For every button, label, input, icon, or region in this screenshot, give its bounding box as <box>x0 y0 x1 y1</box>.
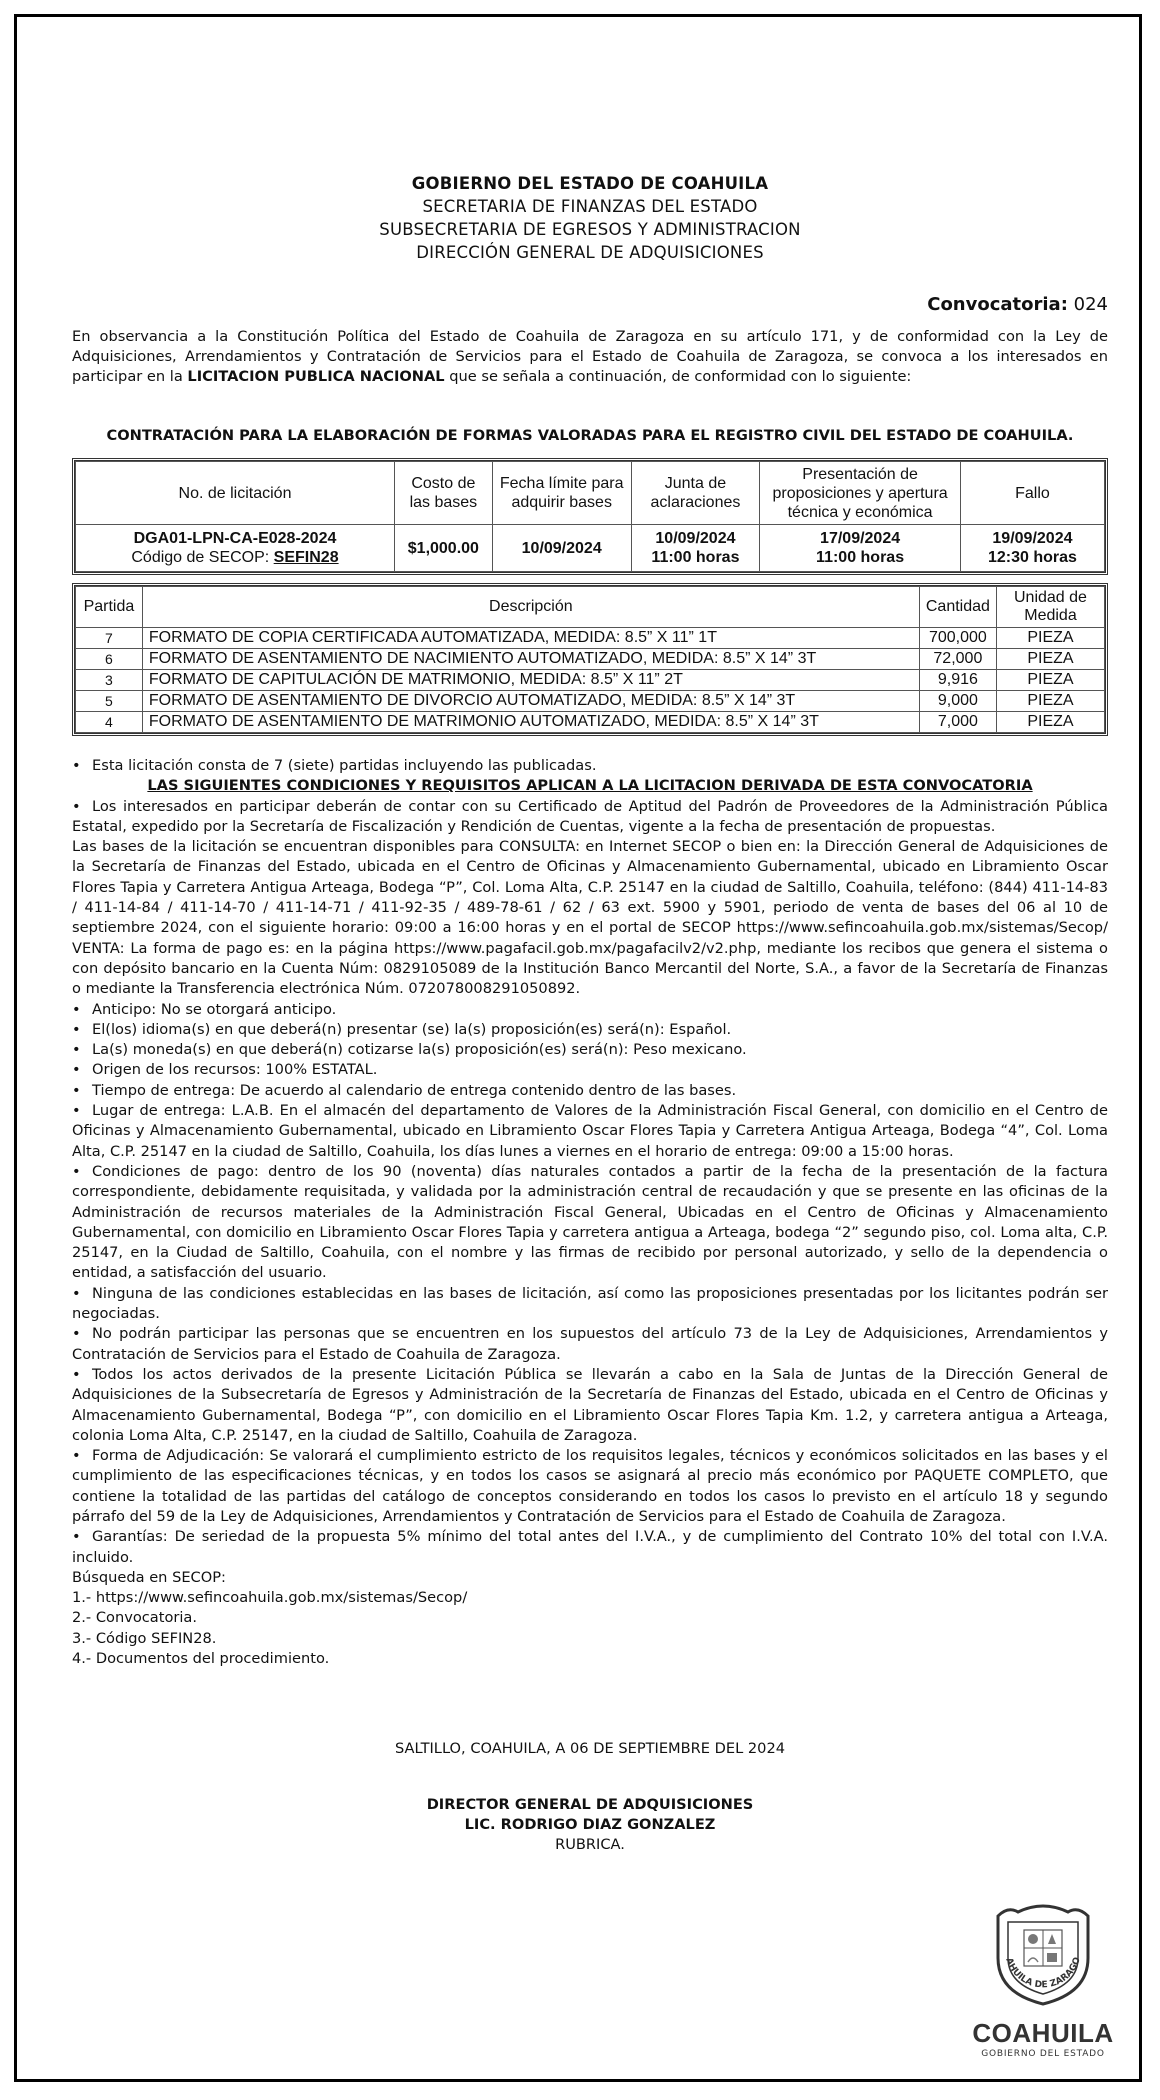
convocatoria-label: Convocatoria: <box>927 294 1068 315</box>
cell-unidad: PIEZA <box>996 691 1104 712</box>
cell-numero <box>76 525 395 572</box>
table-row <box>76 628 1105 649</box>
header-subsecretaria: SUBSECRETARIA DE EGRESOS Y ADMINISTRACION <box>379 220 801 239</box>
cell-partida: 5 <box>76 691 143 712</box>
presentacion-date: 17/09/2024 <box>820 530 901 547</box>
cell-partida: 6 <box>76 649 143 670</box>
presentacion-time: 11:00 horas <box>816 549 905 566</box>
signature-block <box>72 1795 1108 1855</box>
condition-item: • No podrán participar las personas que se encuentren en los supuestos del artículo 73 de la Ley de Adquisiciones, Arrendamientos y Contratación de Servicios para el Estado de Coahuila de Zaragoza. <box>72 1324 1108 1365</box>
document-header <box>72 172 1108 264</box>
signer-name: LIC. RODRIGO DIAZ GONZALEZ <box>464 1816 716 1834</box>
cell-partida: 3 <box>76 670 143 691</box>
condition-item: • La(s) moneda(s) en que deberá(n) cotizarse la(s) proposición(es) será(n): Peso mexicano. <box>72 1040 1108 1060</box>
col-header-fecha-limite: Fecha límite para adquirir bases <box>492 462 631 525</box>
cell-costo: $1,000.00 <box>394 525 492 572</box>
document-content <box>72 172 1108 1855</box>
cell-descripcion: FORMATO DE ASENTAMIENTO DE NACIMIENTO AUTOMATIZADO, MEDIDA: 8.5” X 14” 3T <box>142 649 919 670</box>
partidas-note: • Esta licitación consta de 7 (siete) partidas incluyendo las publicadas. <box>72 756 1108 776</box>
cell-fallo <box>960 525 1104 572</box>
col-header-junta: Junta de aclaraciones <box>631 462 760 525</box>
intro-text-after: que se señala a continuación, de conformidad con lo siguiente: <box>444 368 912 385</box>
condition-item: • Origen de los recursos: 100% ESTATAL. <box>72 1060 1108 1080</box>
header-direccion: DIRECCIÓN GENERAL DE ADQUISICIONES <box>416 243 764 262</box>
cell-unidad: PIEZA <box>996 649 1104 670</box>
convocatoria-value: 024 <box>1073 294 1108 315</box>
condition-item: • Lugar de entrega: L.A.B. En el almacén del departamento de Valores de la Administración Fiscal General, con domicilio en el Centro de Oficinas y Almacenamiento Gubernamental, ubicado en Libramiento Oscar Flores Tapia y Carretera Antigua Arteaga, Bodega “4”, Col. Loma Alta, C.P. 25147 en la ciudad de Saltillo, Coahuila, los días lunes a viernes en el horario de entrega: 09:00 a 15:00 horas. <box>72 1101 1108 1162</box>
table-row <box>76 691 1105 712</box>
condition-item: • Ninguna de las condiciones establecidas en las bases de licitación, así como las proposiciones presentadas por los licitantes podrán ser negociadas. <box>72 1284 1108 1325</box>
header-secretaria: SECRETARIA DE FINANZAS DEL ESTADO <box>422 197 758 216</box>
junta-time: 11:00 horas <box>651 549 740 566</box>
col-header-cantidad: Cantidad <box>919 587 996 628</box>
rubrica: RUBRICA. <box>555 1836 625 1854</box>
cell-cantidad: 9,916 <box>919 670 996 691</box>
cell-unidad: PIEZA <box>996 712 1104 733</box>
cell-cantidad: 7,000 <box>919 712 996 733</box>
cell-presentacion <box>760 525 961 572</box>
intro-licitacion-type: LICITACION PUBLICA NACIONAL <box>187 368 445 385</box>
condition-item: • Los interesados en participar deberán de contar con su Certificado de Aptitud del Padrón de Proveedores de la Administración Pública Estatal, expedido por la Secretaría de Fiscalización y Rendición de Cuentas, vigente a la fecha de presentación de propuestas. <box>72 797 1108 838</box>
convocatoria-number <box>72 294 1108 315</box>
cell-unidad: PIEZA <box>996 628 1104 649</box>
cell-unidad: PIEZA <box>996 670 1104 691</box>
cell-descripcion: FORMATO DE COPIA CERTIFICADA AUTOMATIZADA, MEDIDA: 8.5” X 11” 1T <box>142 628 919 649</box>
table-row <box>76 525 1105 572</box>
col-header-fallo: Fallo <box>960 462 1104 525</box>
place-date: SALTILLO, COAHUILA, A 06 DE SEPTIEMBRE DEL 2024 <box>394 1740 786 1758</box>
condition-item: • Todos los actos derivados de la presente Licitación Pública se llevarán a cabo en la Sala de Juntas de la Dirección General de Adquisiciones de la Subsecretaría de Egresos y Administración de la Secretaría de Finanzas del Estado, ubicada en el Centro de Oficinas y Almacenamiento Gubernamental, Bodega “P”, con domicilio en el Libramiento Oscar Flores Tapia Km. 1.2, y carretera antigua a Arteaga, colonia Loma Alta, C.P. 25147, en la ciudad de Saltillo, Coahuila de Zaragoza. <box>72 1365 1108 1446</box>
cell-fecha-limite: 10/09/2024 <box>492 525 631 572</box>
col-header-partida: Partida <box>76 587 143 628</box>
licitacion-table <box>72 458 1108 575</box>
logo-wordmark: COAHUILA <box>972 2018 1114 2048</box>
secop-step: 4.- Documentos del procedimiento. <box>72 1650 330 1668</box>
col-header-costo: Costo de las bases <box>394 462 492 525</box>
intro-paragraph <box>72 327 1108 387</box>
coat-of-arms-icon <box>988 1898 1098 2008</box>
cell-partida: 7 <box>76 628 143 649</box>
condition-item: • El(los) idioma(s) en que deberá(n) presentar (se) la(s) proposición(es) será(n): Español. <box>72 1020 1108 1040</box>
condition-paragraph: Las bases de la licitación se encuentran disponibles para CONSULTA: en Internet SECOP o bien en: la Dirección General de Adquisiciones de la Secretaría de Finanzas del Estado, ubicada en el Centro de Oficinas y Almacenamiento Gubernamental, ubicado en Libramiento Oscar Flores Tapia y Carretera Antigua Arteaga, Bodega “P”, Col. Loma Alta, C.P. 25147 en la ciudad de Saltillo, Coahuila, teléfono: (844) 411-14-83 / 411-14-84 / 411-14-70 / 411-14-71 / 411-92-35 / 489-78-61 / 62 / 63 ext. 5900 y 5901, periodo de venta de bases del 06 al 10 de septiembre 2024, con el siguiente horario: 09:00 a 16:00 horas y en el portal de SECOP https://www.sefincoahuila.gob.mx/sistemas/Secop/ VENTA: La forma de pago es: en la página https://www.pagafacil.gob.mx/pagafacilv2/v2.php, mediante los recibos que genera el sistema o con depósito bancario en la Cuenta Núm: 0829105089 de la Institución Banco Mercantil del Norte, S.A., a favor de la Secretaría de Finanzas o mediante la Transferencia electrónica Núm. 072078008291050892. <box>72 838 1108 998</box>
table-row <box>76 712 1105 733</box>
coahuila-logo <box>970 1898 1116 2058</box>
secop-step: 1.- https://www.sefincoahuila.gob.mx/sistemas/Secop/ <box>72 1589 468 1607</box>
cell-junta <box>631 525 760 572</box>
signer-title: DIRECTOR GENERAL DE ADQUISICIONES <box>426 1796 754 1814</box>
cell-cantidad: 72,000 <box>919 649 996 670</box>
cell-cantidad: 9,000 <box>919 691 996 712</box>
condition-item: • Condiciones de pago: dentro de los 90 (noventa) días naturales contados a partir de la fecha de la presentación de la factura correspondiente, debidamente requisitada, y validada por la administración central de recaudación y que se presente en las oficinas de la Administración de recursos materiales de la Administración Fiscal General, Ubicadas en el Centro de Oficinas y Almacenamiento Gubernamental, con domicilio en Libramiento Oscar Flores Tapia y carretera antigua a Arteaga, bodega “2” segundo piso, col. Loma alta, C.P. 25147, en la Ciudad de Saltillo, Coahuila, con el nombre y las firmas de recibido por personal autorizado, y sello de la dependencia o entidad, a satisfacción del usuario. <box>72 1162 1108 1284</box>
condition-item: • Forma de Adjudicación: Se valorará el cumplimiento estricto de los requisitos legales, técnicos y económicos solicitados en las bases y el cumplimiento de las especificaciones técnicas, y en todos los casos se asignará al precio más económico por PAQUETE COMPLETO, que contiene la totalidad de las partidas del catálogo de conceptos considerando en todos los casos lo previsto en el artículo 18 y segundo párrafo del 59 de la Ley de Adquisiciones, Arrendamientos y Contratación de Servicios para el Estado de Coahuila de Zaragoza. <box>72 1446 1108 1527</box>
logo-subtitle: GOBIERNO DEL ESTADO <box>981 2049 1105 2059</box>
cell-descripcion: FORMATO DE ASENTAMIENTO DE DIVORCIO AUTOMATIZADO, MEDIDA: 8.5” X 14” 3T <box>142 691 919 712</box>
col-header-numero: No. de licitación <box>76 462 395 525</box>
junta-date: 10/09/2024 <box>655 530 736 547</box>
fallo-date: 19/09/2024 <box>992 530 1073 547</box>
fallo-time: 12:30 horas <box>987 549 1077 566</box>
table-row <box>76 649 1105 670</box>
condition-item: • Anticipo: No se otorgará anticipo. <box>72 1000 1108 1020</box>
partidas-table <box>72 583 1108 736</box>
cell-descripcion: FORMATO DE CAPITULACIÓN DE MATRIMONIO, MEDIDA: 8.5” X 11” 2T <box>142 670 919 691</box>
table-row <box>76 670 1105 691</box>
col-header-presentacion: Presentación de proposiciones y apertura técnica y económica <box>760 462 961 525</box>
secop-code-label: Código de SECOP: <box>131 549 274 566</box>
conditions-title: LAS SIGUIENTES CONDICIONES Y REQUISITOS APLICAN A LA LICITACION DERIVADA DE ESTA CONVOCATORIA <box>147 777 1033 795</box>
footer <box>72 1739 1108 1855</box>
secop-search-title: Búsqueda en SECOP: <box>72 1568 226 1586</box>
conditions-body <box>72 756 1108 1669</box>
condition-item: • Garantías: De seriedad de la propuesta 5% mínimo del total antes del I.V.A., y de cumplimiento del Contrato 10% del total con I.V.A. incluido. <box>72 1527 1108 1568</box>
licitacion-number: DGA01-LPN-CA-E028-2024 <box>133 530 337 547</box>
condition-item: • Tiempo de entrega: De acuerdo al calendario de entrega contenido dentro de las bases. <box>72 1081 1108 1101</box>
secop-step: 3.- Código SEFIN28. <box>72 1629 217 1647</box>
cell-cantidad: 700,000 <box>919 628 996 649</box>
header-government: GOBIERNO DEL ESTADO DE COAHUILA <box>411 174 769 193</box>
secop-code: SEFIN28 <box>273 549 339 566</box>
secop-step: 2.- Convocatoria. <box>72 1609 198 1627</box>
cell-partida: 4 <box>76 712 143 733</box>
col-header-unidad: Unidad de Medida <box>996 587 1104 628</box>
intro-text-before: En observancia a la Constitución Política del Estado de Coahuila de Zaragoza en su artículo 171, y de conformidad con la Ley de Adquisiciones, Arrendamientos y Contratación de Servicios para el Estado de Coahuila de Zaragoza, se convoca a los interesados en participar en la <box>72 328 1108 385</box>
col-header-descripcion: Descripción <box>142 587 919 628</box>
svg-text:COAHUILA DE ZARAGOZA: AHUILA DE ZARAGO <box>1003 1956 1083 1991</box>
subject-title: CONTRATACIÓN PARA LA ELABORACIÓN DE FORMAS VALORADAS PARA EL REGISTRO CIVIL DEL ESTADO DE COAHUILA. <box>106 427 1074 444</box>
cell-descripcion: FORMATO DE ASENTAMIENTO DE MATRIMONIO AUTOMATIZADO, MEDIDA: 8.5” X 14” 3T <box>142 712 919 733</box>
